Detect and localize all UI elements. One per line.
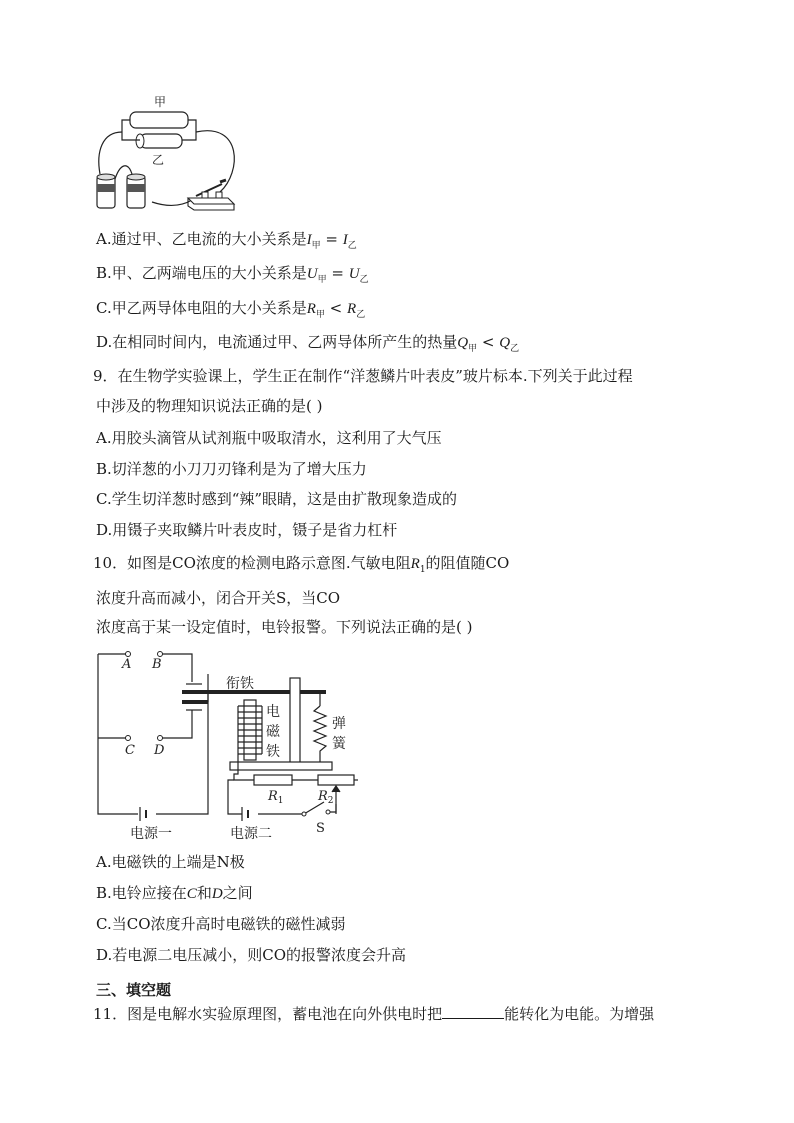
q8-option-a[interactable]: A.通过甲、乙电流的大小关系是$I_甲 = I_乙$ — [96, 230, 357, 251]
section-title-fill-in: 三、填空题 — [96, 981, 172, 999]
co-detector-circuit-figure — [92, 644, 362, 844]
q10-stem-line-2: 浓度升高而减小，闭合开关S，当CO — [96, 589, 341, 607]
label-electromagnet-2: 磁 — [266, 724, 280, 740]
label-electromagnet-1: 电 — [266, 704, 280, 720]
label-electromagnet-3: 铁 — [266, 744, 280, 760]
q10-option-b[interactable]: B.电铃应接在C和D之间 — [96, 884, 253, 902]
q9-stem-line-1: 9．在生物学实验课上，学生正在制作“洋葱鳞片叶表皮”玻片标本.下列关于此过程 — [93, 367, 633, 385]
q10-option-a[interactable]: A.电磁铁的上端是N极 — [96, 853, 245, 871]
label-b: B — [152, 657, 162, 672]
battery-1 — [97, 174, 115, 208]
q11-stem: 11．图是电解水实验原理图，蓄电池在向外供电时把 能转化为电能。为增强 — [93, 1005, 655, 1023]
battery-2 — [127, 174, 145, 208]
label-jia: 甲 — [154, 95, 167, 109]
label-armature: 衔铁 — [226, 676, 254, 692]
label-a: A — [122, 657, 132, 672]
resistor-jia — [130, 112, 188, 128]
label-r2: $R_2$ — [318, 789, 334, 806]
q10-stem-line-3: 浓度高于某一设定值时，电铃报警。下列说法正确的是( ) — [96, 618, 473, 636]
q10-option-c[interactable]: C.当CO浓度升高时电磁铁的磁性减弱 — [96, 915, 346, 933]
label-r1: $R_1$ — [268, 789, 284, 806]
q10-option-d[interactable]: D.若电源二电压减小，则CO的报警浓度会升高 — [96, 946, 407, 964]
label-spring-1: 弹 — [332, 716, 346, 732]
resistor-yi — [140, 134, 182, 148]
label-c: C — [125, 743, 135, 758]
q9-stem-line-2: 中涉及的物理知识说法正确的是( ) — [96, 397, 323, 415]
q9-option-d[interactable]: D.用镊子夹取鳞片叶表皮时，镊子是省力杠杆 — [96, 521, 398, 539]
label-switch: S — [316, 821, 325, 836]
q9-option-c[interactable]: C.学生切洋葱时感到“辣”眼睛，这是由扩散现象造成的 — [96, 490, 458, 508]
label-spring-2: 簧 — [332, 736, 346, 752]
label-d: D — [154, 743, 165, 758]
q9-option-a[interactable]: A.用胶头滴管从试剂瓶中吸取清水，这利用了大气压 — [96, 429, 442, 447]
q10-stem-line-1: 10．如图是CO浓度的检测电路示意图.气敏电阻$R_1$的阻值随CO — [93, 554, 510, 575]
q8-option-b[interactable]: B.甲、乙两端电压的大小关系是$U_甲 = U_乙$ — [96, 264, 369, 285]
q8-option-d[interactable]: D.在相同时间内，电流通过甲、乙两导体所产生的热量$Q_甲 < Q_乙$ — [96, 333, 520, 354]
label-source-2: 电源二 — [230, 826, 272, 842]
parallel-circuit-figure — [92, 92, 242, 216]
q8-option-c[interactable]: C.甲乙两导体电阻的大小关系是$R_甲 < R_乙$ — [96, 299, 366, 320]
q9-option-b[interactable]: B.切洋葱的小刀刀刃锋利是为了增大压力 — [96, 460, 367, 478]
label-yi: 乙 — [152, 153, 165, 167]
label-source-1: 电源一 — [130, 826, 172, 842]
q11-answer-blank[interactable] — [442, 1004, 504, 1019]
